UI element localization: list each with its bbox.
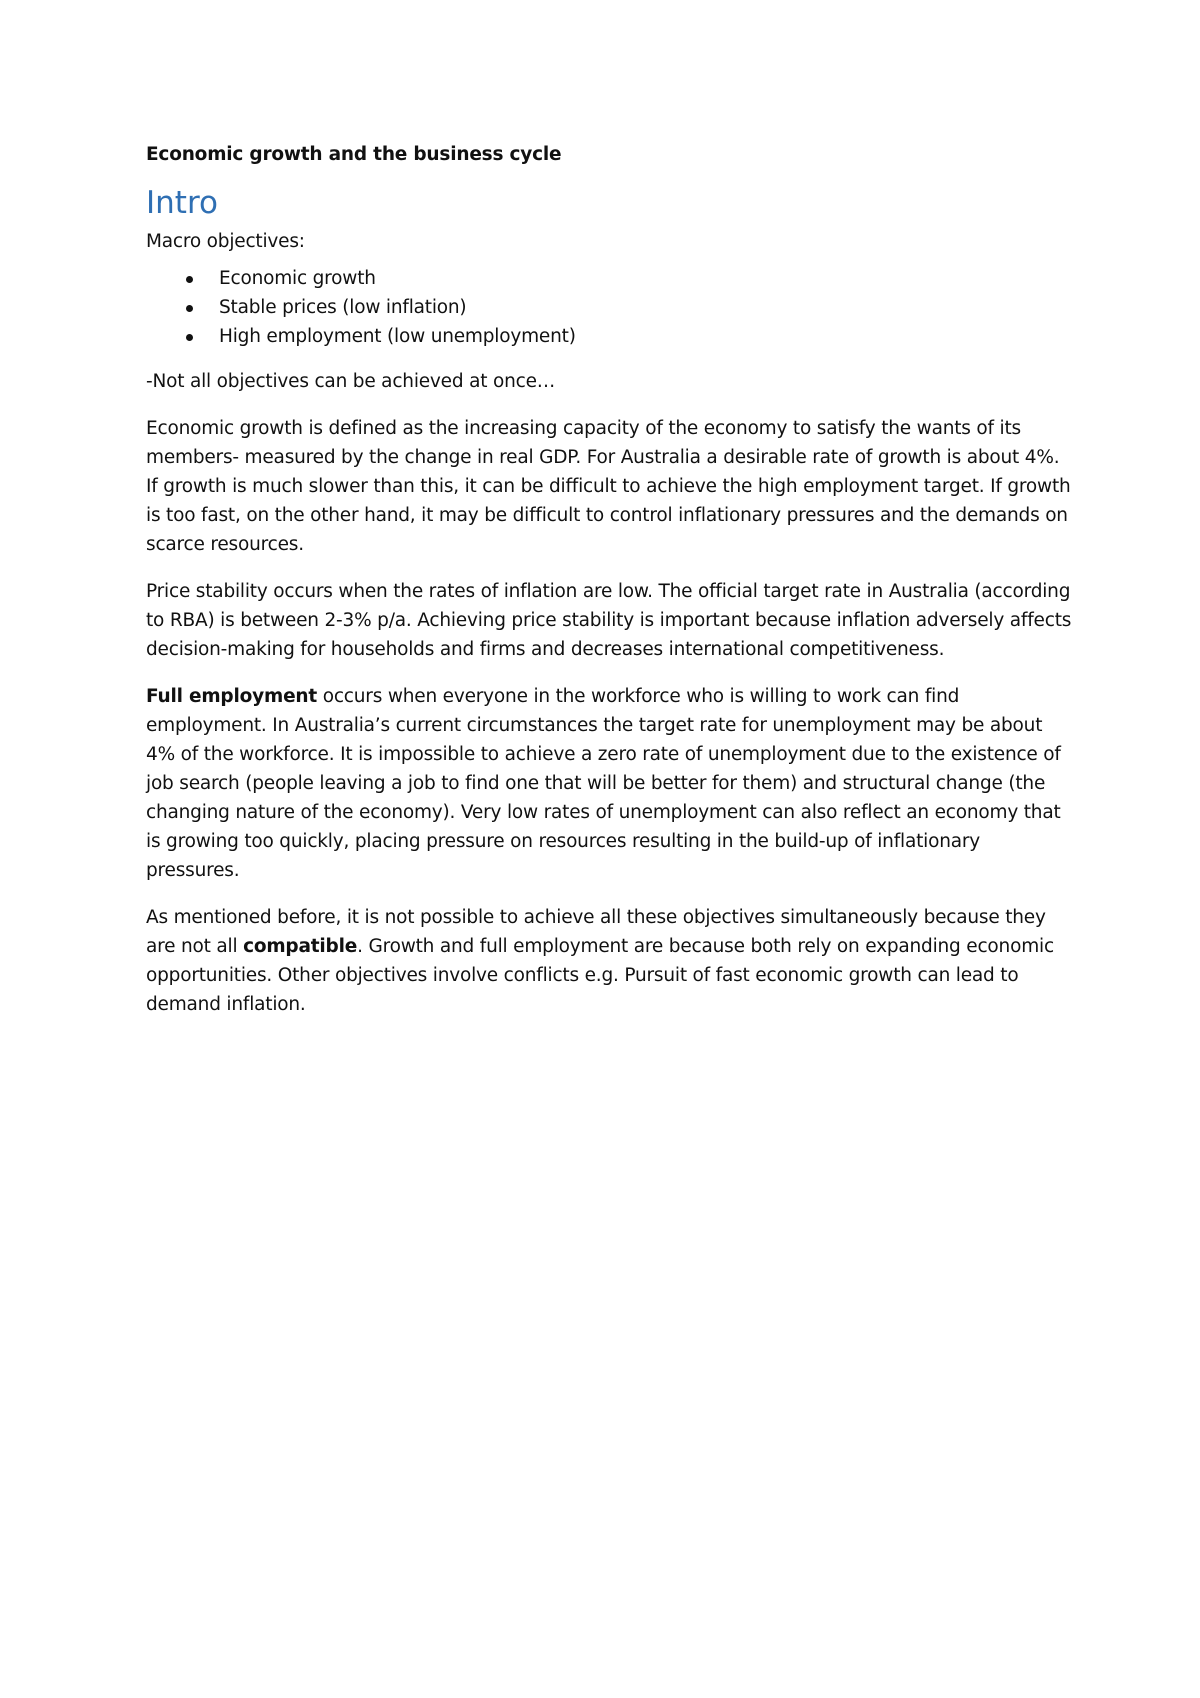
paragraph-price-stability: Price stability occurs when the rates of inflation are low. The official target rate in Australia (according to RBA) is between 2-3% p/a. Achieving price stability is important because inflation adversely affects decision-making for households and firms and decreases international competitiveness.: [146, 581, 1072, 660]
objectives-label: Macro objectives:: [146, 231, 305, 252]
list-item: [146, 322, 1076, 351]
section-heading-intro: Intro: [146, 185, 218, 221]
list-item-text: Stable prices (low inflation): [219, 297, 467, 318]
document-page: [146, 140, 1076, 1037]
list-item-text: High employment (low unemployment): [219, 326, 576, 347]
list-item: [146, 264, 1076, 293]
term-full-employment: Full employment: [146, 686, 318, 707]
bullet-icon: [186, 305, 193, 312]
paragraph-economic-growth: Economic growth is defined as the increasing capacity of the economy to satisfy the wants of its members- measured by the change in real GDP. For Australia a desirable rate of growth is about 4%. If growth is much slower than this, it can be difficult to achieve the high employment target. If growth is too fast, on the other hand, it may be difficult to control inflationary pressures and the demands on scarce resources.: [146, 418, 1071, 555]
bullet-icon: [186, 276, 193, 283]
objectives-list: [146, 264, 1076, 351]
objectives-note: -Not all objectives can be achieved at once…: [146, 371, 556, 392]
paragraph-conflicts-end: . Growth and full employment are because both rely on expanding economic opportunities. Other objectives involve conflicts e.g. Pursuit of fast economic growth can lead to demand inflation.: [146, 936, 1054, 1015]
term-compatible: compatible: [243, 936, 358, 957]
bullet-icon: [186, 334, 193, 341]
list-item-text: Economic growth: [219, 268, 376, 289]
paragraph-conflicts: [146, 903, 1076, 1019]
document-title: Economic growth and the business cycle: [146, 144, 562, 165]
list-item: [146, 293, 1076, 322]
paragraph-full-employment: [146, 682, 1076, 885]
paragraph-full-employment-text: occurs when everyone in the workforce who is willing to work can find employment. In Australia’s current circumstances the target rate for unemployment may be about 4% of the workforce. It is impossible to achieve a zero rate of unemployment due to the existence of job search (people leaving a job to find one that will be better for them) and structural change (the changing nature of the economy). Very low rates of unemployment can also reflect an economy that is growing too quickly, placing pressure on resources resulting in the build-up of inflationary pressures.: [146, 686, 1061, 881]
paragraph-conflicts-start: As mentioned before, it is not possible to achieve all these objectives simultaneously because they are not all: [146, 907, 1046, 957]
